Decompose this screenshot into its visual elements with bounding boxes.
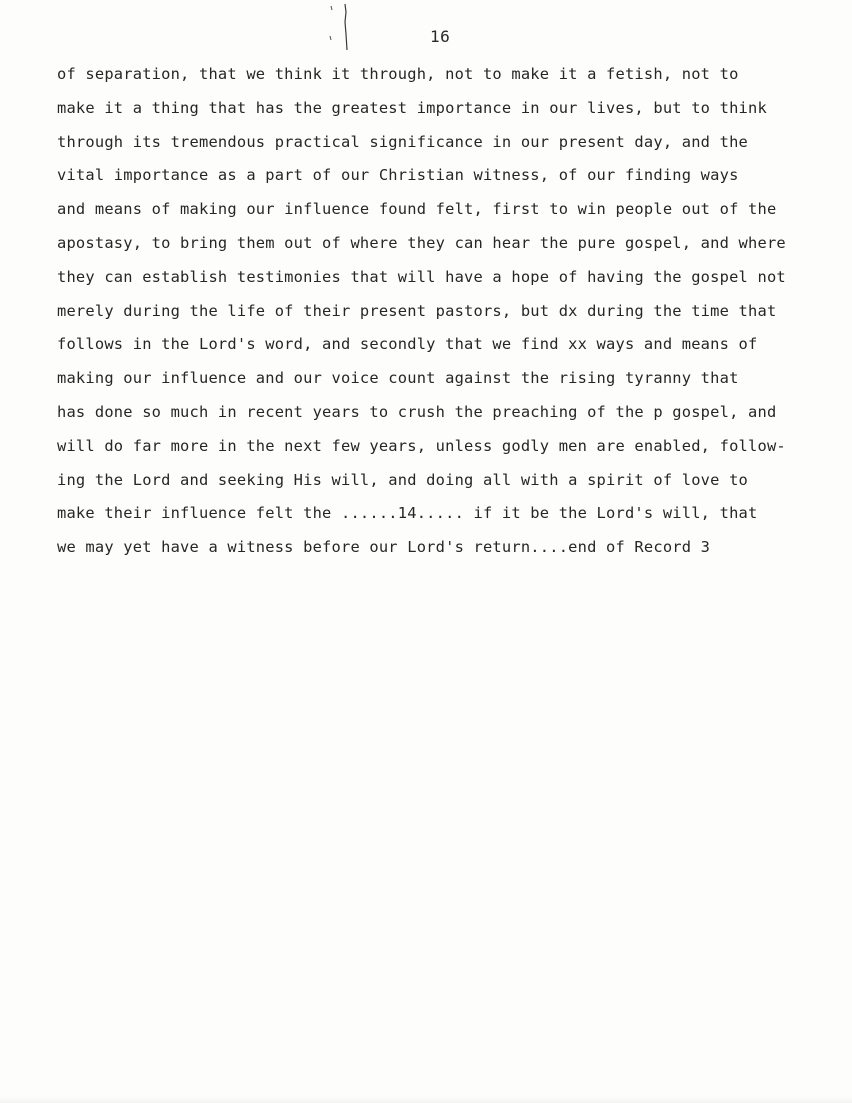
text-line: through its tremendous practical significance in our present day, and the [57,132,749,151]
text-line: and means of making our influence found felt, first to win people out of the [57,200,777,219]
text-line: make their influence felt the ......14..... if it be the Lord's will, that [57,504,758,523]
text-line: ing the Lord and seeking His will, and doing all with a spirit of love to [57,470,749,489]
text-line: of separation, that we think it through, not to make it a fetish, not to [57,65,739,83]
text-line: follows in the Lord's word, and secondly that we find xx ways and means of [57,335,758,354]
text-line: will do far more in the next few years, unless godly men are enabled, follow- [57,436,786,455]
text-line: has done so much in recent years to crush the preaching of the p gospel, and [57,402,777,421]
text-line: apostasy, to bring them out of where they can hear the pure gospel, and where [57,233,786,252]
text-line: we may yet have a witness before our Lord's return....end of Record 3 [57,538,711,557]
text-line: vital importance as a part of our Christian witness, of our finding ways [57,166,739,185]
page-number: 16 [430,27,451,46]
text-line: make it a thing that has the greatest importance in our lives, but to think [57,98,767,117]
text-line: making our influence and our voice count against the rising tyranny that [57,369,739,388]
body-text [57,62,847,569]
text-line: merely during the life of their present pastors, but dx during the time that [57,301,777,320]
page-edge-shadow [0,1097,852,1103]
text-line: they can establish testimonies that will have a hope of having the gospel not [57,267,786,286]
binding-mark [325,0,355,55]
